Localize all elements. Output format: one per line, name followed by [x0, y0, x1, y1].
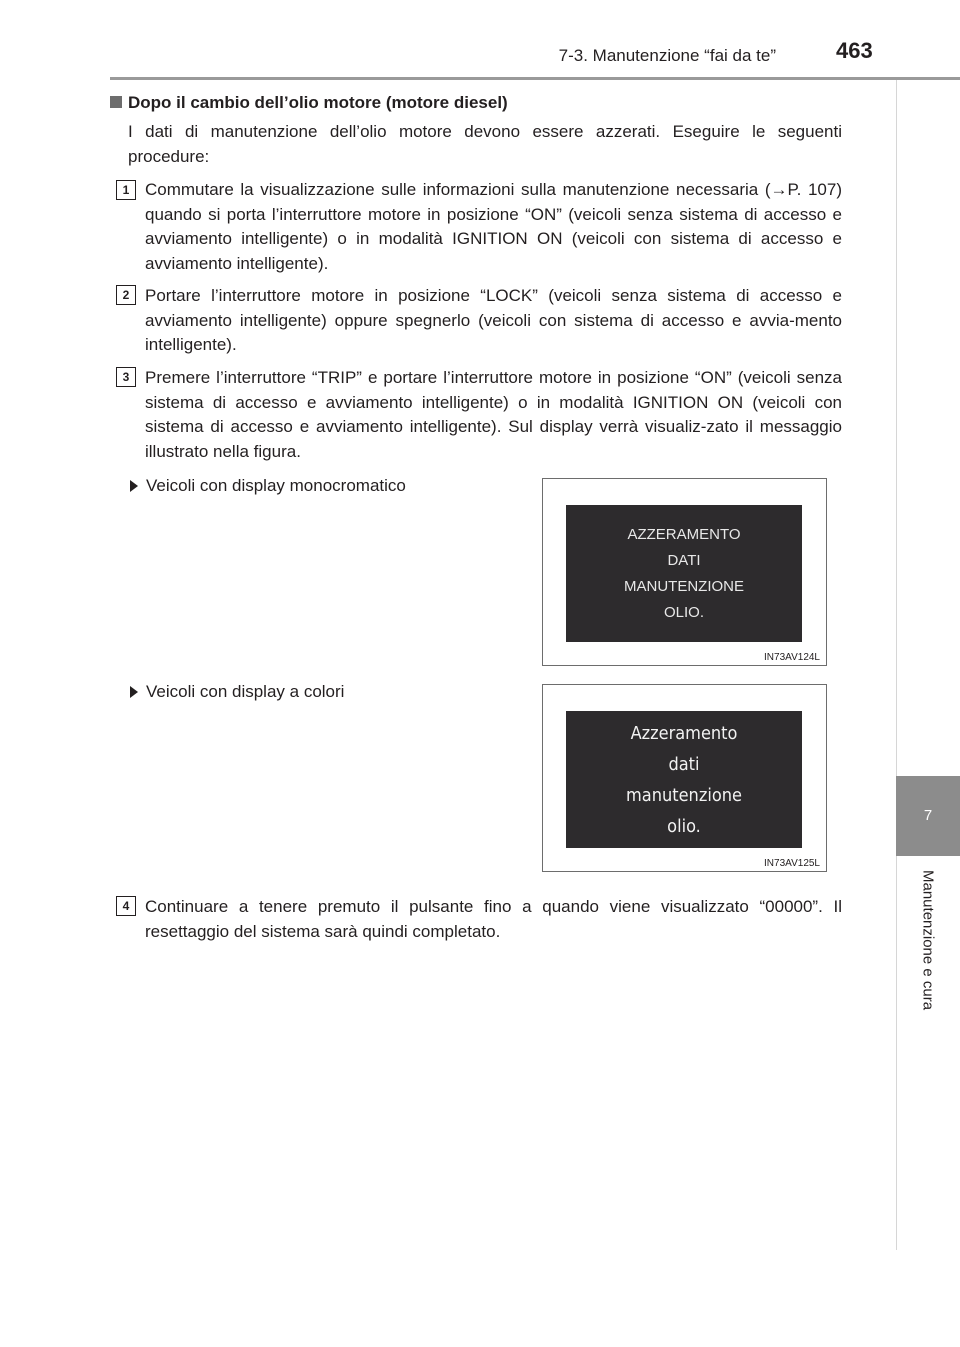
- display-line: AZZERAMENTO: [627, 525, 741, 543]
- chapter-title: Manutenzione e cura: [919, 870, 937, 1011]
- step-number-3: 3: [116, 367, 136, 387]
- step-number-1: 1: [116, 180, 136, 200]
- figure-color-display: [542, 684, 827, 872]
- figure-label-color: [130, 682, 344, 702]
- display-line: MANUTENZIONE: [624, 577, 744, 595]
- arrow-right-icon: [130, 686, 138, 698]
- mono-display-screen: [566, 505, 802, 642]
- figure-label-mono-text: Veicoli con display monocromatico: [146, 476, 406, 495]
- display-line: DATI: [667, 551, 701, 569]
- step-text-1: Commutare la visualizzazione sulle informazioni sulla manutenzione necessaria (→P. 107) quando si porta l’interruttore motore in posizione “ON” (veicoli senza sistema di accesso e avviamento intelligente) o in modalità IGNITION ON (veicoli con sistema di accesso e avviamento intelligente).: [145, 180, 842, 273]
- arrow-right-icon: [130, 480, 138, 492]
- step-text-2: Portare l’interruttore motore in posizione “LOCK” (veicoli senza sistema di accesso e avviamento intelligente) oppure spegnerlo (veicoli con sistema di accesso e avvia-mento intelligente).: [145, 286, 842, 354]
- step-text-3: Premere l’interruttore “TRIP” e portare l’interruttore motore in posizione “ON” (veicoli senza sistema di accesso e avviamento intelligente) o in modalità IGNITION ON (veicoli con sistema di accesso e avviamento intelligente). Sul display verrà visualiz-zato il messaggio illustrato nella figura.: [145, 368, 842, 461]
- square-bullet-icon: [110, 96, 122, 108]
- display-line: OLIO.: [663, 603, 704, 621]
- chapter-tab-label: [896, 870, 960, 1040]
- figure-label-color-text: Veicoli con display a colori: [146, 682, 345, 701]
- intro-paragraph: I dati di manutenzione dell’olio motore devono essere azzerati. Eseguire le seguenti procedure:: [128, 122, 842, 166]
- display-line: manutenzione: [626, 784, 742, 806]
- running-header: 7-3. Manutenzione “fai da te”: [558, 46, 776, 65]
- display-line: Azzeramento: [630, 722, 738, 744]
- figure-mono-display: [542, 478, 827, 666]
- display-line: olio.: [667, 815, 701, 837]
- figure-code: IN73AV125L: [764, 858, 820, 869]
- display-line: dati: [668, 753, 700, 775]
- side-tab-rule: [896, 80, 960, 1250]
- step-number-2: 2: [116, 285, 136, 305]
- section-title: [110, 93, 508, 113]
- figure-code: IN73AV124L: [764, 652, 820, 663]
- section-title-text: Dopo il cambio dell’olio motore (motore diesel): [128, 93, 508, 112]
- figure-label-mono: [130, 476, 406, 496]
- color-display-screen: [566, 711, 802, 848]
- step-number-4: 4: [116, 896, 136, 916]
- step-text-4: Continuare a tenere premuto il pulsante fino a quando viene visualizzato “00000”. Il resettaggio del sistema sarà quindi completato.: [145, 897, 842, 941]
- page-number: 463: [836, 38, 873, 63]
- header-rule: [110, 77, 960, 80]
- chapter-tab: 7: [896, 776, 960, 856]
